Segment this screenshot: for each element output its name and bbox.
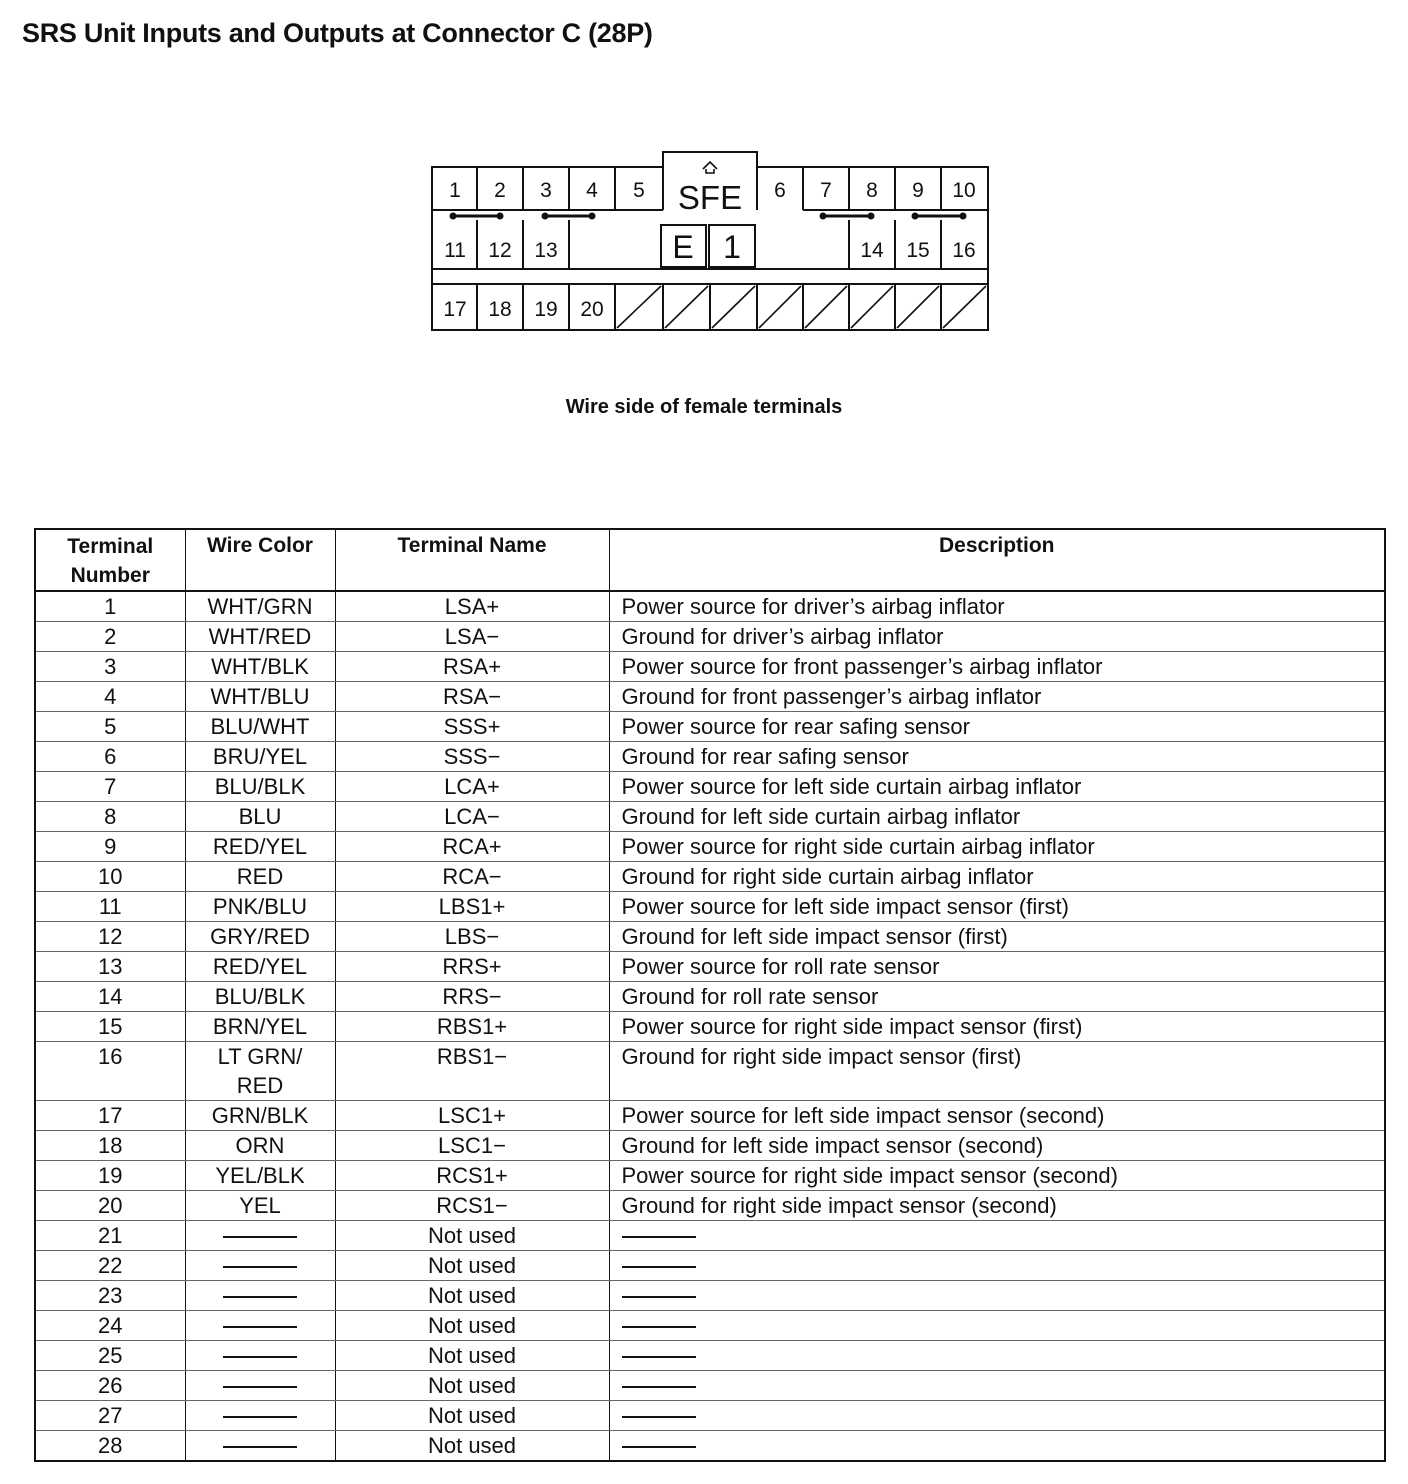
pin-3: 3 xyxy=(540,179,552,202)
description-cell: Power source for driver’s airbag inflator xyxy=(609,591,1385,622)
terminal-name-cell: LSC1− xyxy=(335,1131,609,1161)
pin-5: 5 xyxy=(633,179,645,202)
wire-color-cell xyxy=(185,1341,335,1371)
not-applicable-dash xyxy=(622,1446,696,1448)
description-cell xyxy=(609,1251,1385,1281)
terminal-number-cell: 22 xyxy=(35,1251,185,1281)
pin-9: 9 xyxy=(912,179,924,202)
pin-20: 20 xyxy=(580,298,604,321)
description-cell: Ground for left side curtain airbag inflator xyxy=(609,802,1385,832)
table-row xyxy=(35,652,1385,682)
description-cell: Power source for rear safing sensor xyxy=(609,712,1385,742)
pin-11: 11 xyxy=(444,239,466,262)
diagram-caption: Wire side of female terminals xyxy=(565,396,843,418)
pin-12: 12 xyxy=(488,239,512,262)
up-arrow-icon xyxy=(703,162,717,173)
table-row xyxy=(35,742,1385,772)
table-row xyxy=(35,1311,1385,1341)
pin-14: 14 xyxy=(860,239,884,262)
not-applicable-dash xyxy=(622,1236,696,1238)
terminal-name-cell: Not used xyxy=(335,1341,609,1371)
description-cell xyxy=(609,1311,1385,1341)
terminal-name-cell: RCA+ xyxy=(335,832,609,862)
terminal-name-cell: SSS+ xyxy=(335,712,609,742)
terminal-name-cell: LSC1+ xyxy=(335,1101,609,1131)
terminal-number-cell: 14 xyxy=(35,982,185,1012)
terminal-name-cell: Not used xyxy=(335,1221,609,1251)
wire-color-cell xyxy=(185,1311,335,1341)
wire-color-cell: WHT/BLK xyxy=(185,652,335,682)
description-cell: Power source for left side curtain airbag inflator xyxy=(609,772,1385,802)
terminal-number-cell: 13 xyxy=(35,952,185,982)
pin-10: 10 xyxy=(952,179,976,202)
terminal-number-cell: 23 xyxy=(35,1281,185,1311)
terminal-number-cell: 20 xyxy=(35,1191,185,1221)
pin-17: 17 xyxy=(443,298,467,321)
terminal-name-cell: RCS1+ xyxy=(335,1161,609,1191)
description-cell: Ground for left side impact sensor (second) xyxy=(609,1131,1385,1161)
wire-color-cell xyxy=(185,1221,335,1251)
terminal-number-cell: 10 xyxy=(35,862,185,892)
terminal-name-cell: LCA− xyxy=(335,802,609,832)
description-cell: Ground for driver’s airbag inflator xyxy=(609,622,1385,652)
terminal-number-cell: 27 xyxy=(35,1401,185,1431)
table-row xyxy=(35,1191,1385,1221)
table-row xyxy=(35,622,1385,652)
wire-color-cell: WHT/GRN xyxy=(185,591,335,622)
not-applicable-dash xyxy=(223,1386,297,1388)
terminal-name-cell: Not used xyxy=(335,1401,609,1431)
wire-color-cell: ORN xyxy=(185,1131,335,1161)
pin-6: 6 xyxy=(774,179,786,202)
terminal-number-cell: 2 xyxy=(35,622,185,652)
not-applicable-dash xyxy=(622,1356,696,1358)
description-cell xyxy=(609,1281,1385,1311)
terminal-name-cell: LSA− xyxy=(335,622,609,652)
wire-color-cell: BLU xyxy=(185,802,335,832)
terminal-number-cell: 3 xyxy=(35,652,185,682)
terminal-number-cell: 28 xyxy=(35,1431,185,1462)
table-row xyxy=(35,1221,1385,1251)
terminal-name-cell: RBS1− xyxy=(335,1042,609,1101)
terminal-name-cell: Not used xyxy=(335,1251,609,1281)
wire-color-cell: BRU/YEL xyxy=(185,742,335,772)
terminal-name-cell: RSA+ xyxy=(335,652,609,682)
description-cell: Ground for rear safing sensor xyxy=(609,742,1385,772)
wire-color-cell: GRY/RED xyxy=(185,922,335,952)
not-applicable-dash xyxy=(223,1296,297,1298)
pin-18: 18 xyxy=(488,298,512,321)
wire-color-cell: WHT/RED xyxy=(185,622,335,652)
not-applicable-dash xyxy=(223,1416,297,1418)
terminal-name-cell: LBS− xyxy=(335,922,609,952)
table-row xyxy=(35,1131,1385,1161)
terminal-number-cell: 8 xyxy=(35,802,185,832)
wire-color-cell: RED/YEL xyxy=(185,832,335,862)
terminal-number-cell: 5 xyxy=(35,712,185,742)
table-row xyxy=(35,952,1385,982)
table-row xyxy=(35,1251,1385,1281)
table-row xyxy=(35,1371,1385,1401)
terminal-number-cell: 26 xyxy=(35,1371,185,1401)
terminal-number-cell: 17 xyxy=(35,1101,185,1131)
terminal-number-cell: 16 xyxy=(35,1042,185,1101)
unused-cavities xyxy=(617,286,986,328)
table-row xyxy=(35,1401,1385,1431)
description-cell: Power source for left side impact sensor (second) xyxy=(609,1101,1385,1131)
header-terminal-name: Terminal Name xyxy=(335,529,609,591)
description-cell xyxy=(609,1371,1385,1401)
header-description: Description xyxy=(609,529,1385,591)
description-cell: Ground for right side impact sensor (first) xyxy=(609,1042,1385,1101)
description-cell: Ground for front passenger’s airbag inflator xyxy=(609,682,1385,712)
terminal-name-cell: RCS1− xyxy=(335,1191,609,1221)
table-row xyxy=(35,982,1385,1012)
not-applicable-dash xyxy=(622,1416,696,1418)
description-cell xyxy=(609,1341,1385,1371)
not-applicable-dash xyxy=(622,1326,696,1328)
terminal-number-cell: 18 xyxy=(35,1131,185,1161)
terminal-number-cell: 7 xyxy=(35,772,185,802)
table-row xyxy=(35,802,1385,832)
wire-color-cell: LT GRN/ RED xyxy=(185,1042,335,1101)
terminal-name-cell: Not used xyxy=(335,1431,609,1462)
terminal-name-cell: LCA+ xyxy=(335,772,609,802)
pin-4: 4 xyxy=(586,179,598,202)
pin-16: 16 xyxy=(952,239,976,262)
terminal-name-cell: Not used xyxy=(335,1281,609,1311)
pin-1: 1 xyxy=(449,179,461,202)
description-cell xyxy=(609,1221,1385,1251)
terminal-name-cell: SSS− xyxy=(335,742,609,772)
description-cell: Ground for left side impact sensor (first) xyxy=(609,922,1385,952)
header-wire-color: Wire Color xyxy=(185,529,335,591)
table-row xyxy=(35,1341,1385,1371)
wire-color-cell: RED/YEL xyxy=(185,952,335,982)
terminal-name-cell: LSA+ xyxy=(335,591,609,622)
wire-color-cell xyxy=(185,1251,335,1281)
connector-diagram xyxy=(425,145,995,340)
terminal-name-cell: LBS1+ xyxy=(335,892,609,922)
table-row xyxy=(35,682,1385,712)
not-applicable-dash xyxy=(223,1356,297,1358)
not-applicable-dash xyxy=(622,1296,696,1298)
wire-color-cell: BLU/WHT xyxy=(185,712,335,742)
table-row xyxy=(35,1101,1385,1131)
description-cell: Power source for right side curtain airbag inflator xyxy=(609,832,1385,862)
description-cell xyxy=(609,1401,1385,1431)
terminal-table xyxy=(34,528,1386,1462)
not-applicable-dash xyxy=(622,1266,696,1268)
table-row xyxy=(35,1012,1385,1042)
table-row xyxy=(35,1431,1385,1462)
terminal-number-cell: 19 xyxy=(35,1161,185,1191)
terminal-name-cell: RBS1+ xyxy=(335,1012,609,1042)
wire-color-cell: BRN/YEL xyxy=(185,1012,335,1042)
wire-color-cell: BLU/BLK xyxy=(185,982,335,1012)
table-row xyxy=(35,892,1385,922)
wire-color-cell: RED xyxy=(185,862,335,892)
key-label-e: E xyxy=(672,229,694,265)
table-row xyxy=(35,1281,1385,1311)
not-applicable-dash xyxy=(223,1326,297,1328)
pin-19: 19 xyxy=(534,298,558,321)
terminal-number-cell: 11 xyxy=(35,892,185,922)
wire-color-cell: PNK/BLU xyxy=(185,892,335,922)
wire-color-cell xyxy=(185,1281,335,1311)
table-row xyxy=(35,591,1385,622)
wire-color-cell xyxy=(185,1431,335,1462)
terminal-number-cell: 21 xyxy=(35,1221,185,1251)
wire-color-cell: GRN/BLK xyxy=(185,1101,335,1131)
wire-color-cell: YEL xyxy=(185,1191,335,1221)
terminal-number-cell: 24 xyxy=(35,1311,185,1341)
terminal-name-cell: RCA− xyxy=(335,862,609,892)
description-cell: Power source for left side impact sensor (first) xyxy=(609,892,1385,922)
terminal-number-cell: 6 xyxy=(35,742,185,772)
terminal-number-cell: 12 xyxy=(35,922,185,952)
terminal-name-cell: RRS− xyxy=(335,982,609,1012)
pin-8: 8 xyxy=(866,179,878,202)
pin-13: 13 xyxy=(534,239,558,262)
wire-color-cell: YEL/BLK xyxy=(185,1161,335,1191)
terminal-number-cell: 25 xyxy=(35,1341,185,1371)
table-row xyxy=(35,712,1385,742)
terminal-name-cell: RRS+ xyxy=(335,952,609,982)
terminal-name-cell: Not used xyxy=(335,1371,609,1401)
table-header-row xyxy=(35,529,1385,591)
description-cell: Ground for roll rate sensor xyxy=(609,982,1385,1012)
not-applicable-dash xyxy=(223,1266,297,1268)
table-row xyxy=(35,862,1385,892)
table-row xyxy=(35,1042,1385,1101)
description-cell: Power source for front passenger’s airbag inflator xyxy=(609,652,1385,682)
description-cell: Power source for roll rate sensor xyxy=(609,952,1385,982)
description-cell: Ground for right side impact sensor (second) xyxy=(609,1191,1385,1221)
page-title: SRS Unit Inputs and Outputs at Connector C (28P) xyxy=(22,18,653,48)
description-cell xyxy=(609,1431,1385,1462)
not-applicable-dash xyxy=(622,1386,696,1388)
terminal-number-cell: 1 xyxy=(35,591,185,622)
header-terminal-number: Terminal Number xyxy=(35,529,185,591)
pin-7: 7 xyxy=(820,179,832,202)
sfe-label: SFE xyxy=(677,179,743,216)
table-row xyxy=(35,922,1385,952)
table-row xyxy=(35,772,1385,802)
wire-color-cell: WHT/BLU xyxy=(185,682,335,712)
pin-15: 15 xyxy=(906,239,930,262)
description-cell: Ground for right side curtain airbag inflator xyxy=(609,862,1385,892)
terminal-name-cell: RSA− xyxy=(335,682,609,712)
wire-color-cell xyxy=(185,1401,335,1431)
wire-color-cell xyxy=(185,1371,335,1401)
terminal-number-cell: 9 xyxy=(35,832,185,862)
not-applicable-dash xyxy=(223,1236,297,1238)
terminal-name-cell: Not used xyxy=(335,1311,609,1341)
pin-2: 2 xyxy=(494,179,506,202)
table-row xyxy=(35,832,1385,862)
wire-color-cell: BLU/BLK xyxy=(185,772,335,802)
key-label-1: 1 xyxy=(723,229,741,265)
description-cell: Power source for right side impact sensor (first) xyxy=(609,1012,1385,1042)
description-cell: Power source for right side impact sensor (second) xyxy=(609,1161,1385,1191)
terminal-number-cell: 4 xyxy=(35,682,185,712)
terminal-number-cell: 15 xyxy=(35,1012,185,1042)
not-applicable-dash xyxy=(223,1446,297,1448)
table-row xyxy=(35,1161,1385,1191)
